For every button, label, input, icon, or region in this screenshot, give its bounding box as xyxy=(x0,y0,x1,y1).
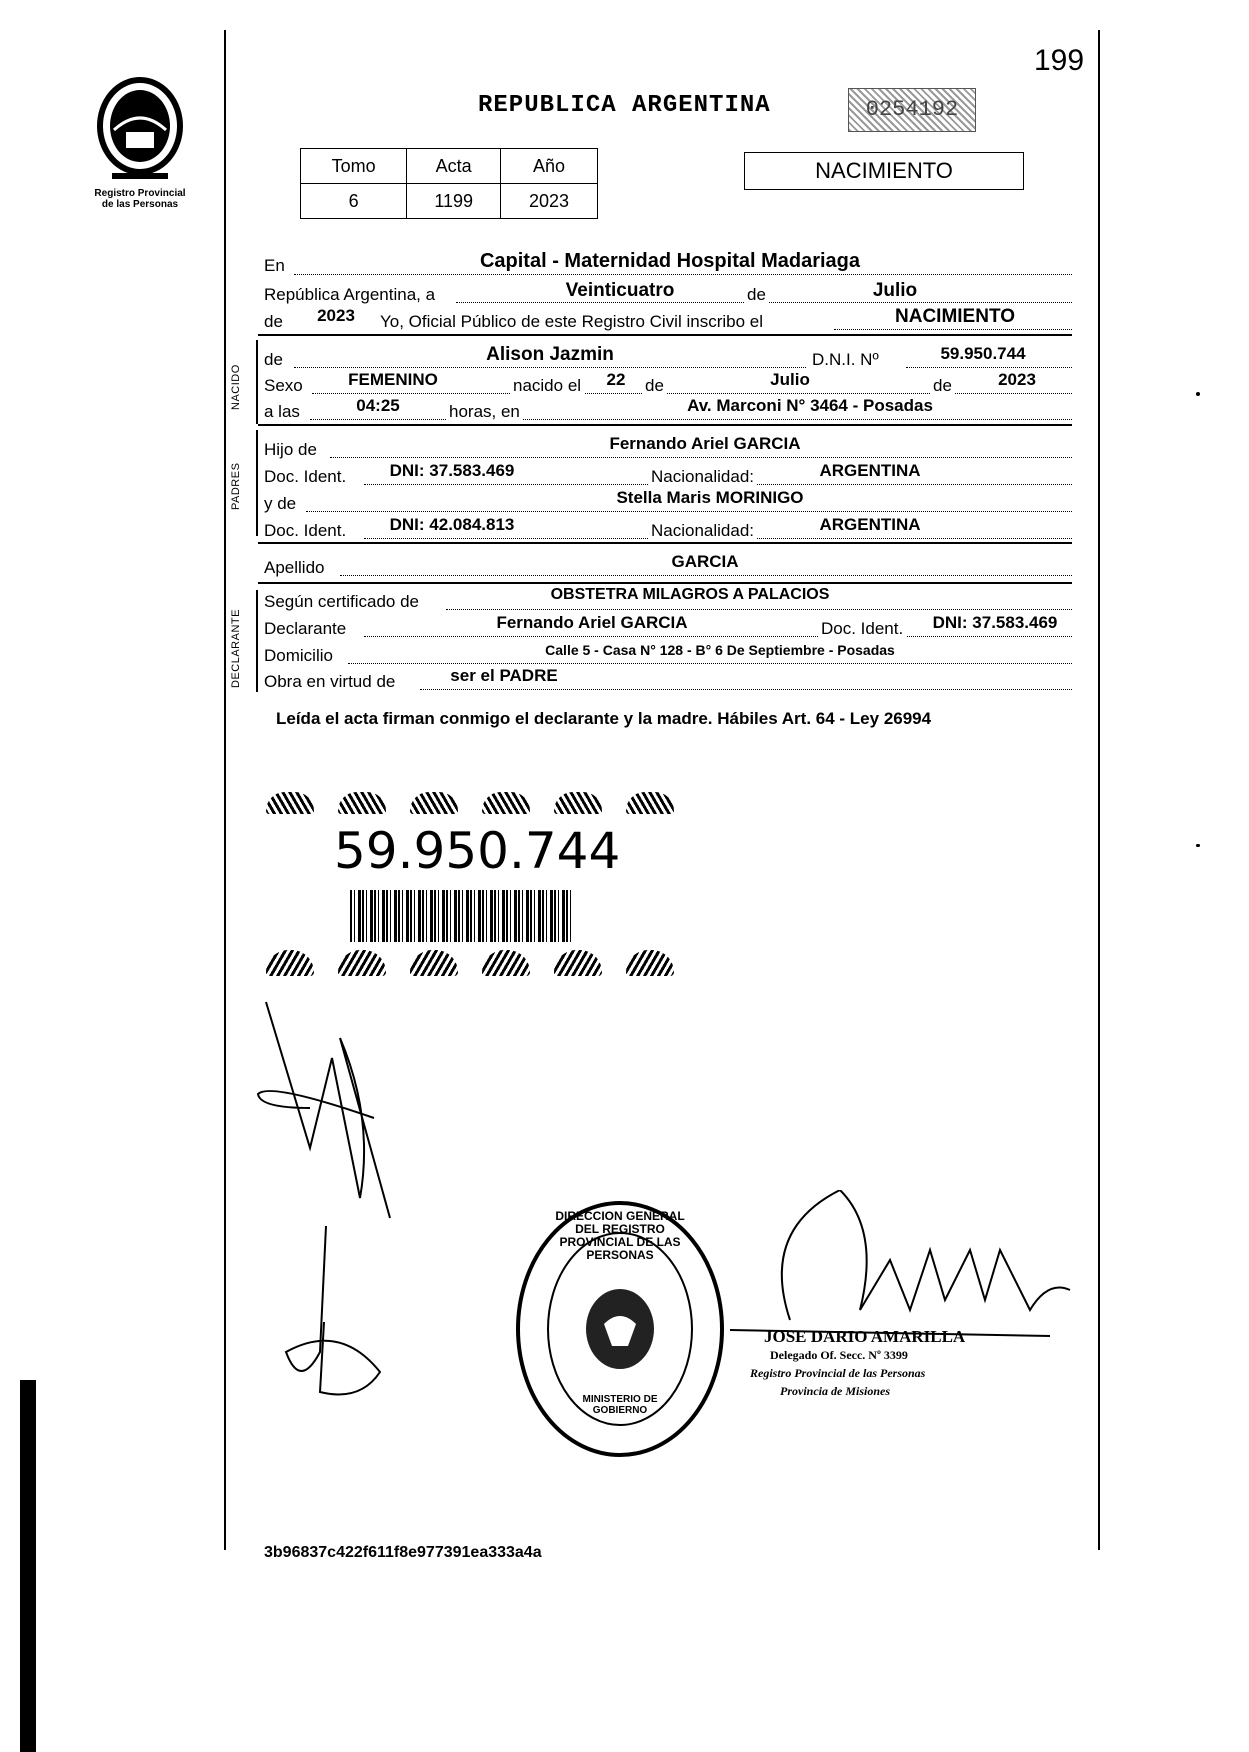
sexo-dots xyxy=(312,393,1072,394)
month: Julio xyxy=(872,280,918,301)
logo-caption xyxy=(66,188,214,210)
nacido-bracket xyxy=(256,340,258,424)
obra-dots xyxy=(420,689,1072,690)
sexo-value: FEMENINO xyxy=(348,370,438,389)
mother-signature xyxy=(280,1222,440,1412)
birth-hour: 04:25 xyxy=(356,396,400,415)
apellido-label: Apellido xyxy=(264,558,325,577)
fingerprint-row-top xyxy=(254,792,704,819)
birth-place: Av. Marconi N° 3464 - Posadas xyxy=(687,396,933,415)
domicilio-value: Calle 5 - Casa N° 128 - B° 6 De Septiembre - Posadas xyxy=(545,642,895,658)
table-header-anio: Año xyxy=(501,149,598,184)
nacido-name-dots xyxy=(294,367,806,368)
record-table xyxy=(300,148,598,219)
mother-nat: ARGENTINA xyxy=(819,515,921,534)
mother-dots xyxy=(306,511,1072,512)
table-value-acta: 1199 xyxy=(407,184,501,219)
logo-caption-line1: Registro Provincial xyxy=(94,188,186,199)
seal-ring-text: DIRECCION GENERAL DEL REGISTRO PROVINCIAL DE LAS PERSONAS xyxy=(555,1209,685,1262)
stray-mark-1 xyxy=(1196,392,1200,396)
record-type-label: NACIMIENTO xyxy=(815,158,953,183)
record-type-box xyxy=(744,152,1024,190)
officer-name: JOSE DARIO AMARILLA xyxy=(764,1327,966,1346)
horas-label: horas, en xyxy=(446,402,523,422)
apellido-dots xyxy=(340,575,1072,576)
nacido-dni: 59.950.744 xyxy=(940,344,1026,363)
father-dots xyxy=(330,457,1072,458)
left-edge-bar xyxy=(20,1380,36,1752)
declarant-signature xyxy=(250,998,470,1238)
page-number: 199 xyxy=(1034,44,1085,77)
declarante-doc-label: Doc. Ident. xyxy=(818,619,906,639)
declarante-bracket xyxy=(256,590,258,692)
yde-label: y de xyxy=(264,494,297,513)
father-doc-label: Doc. Ident. xyxy=(264,467,347,486)
birth-day: 22 xyxy=(606,370,626,389)
inscribo-value: NACIMIENTO xyxy=(895,306,1015,327)
birth-year: 2023 xyxy=(998,370,1036,389)
table-header-acta: Acta xyxy=(407,149,501,184)
cert-value: OBSTETRA MILAGROS A PALACIOS xyxy=(550,586,830,603)
father-doc: DNI: 37.583.469 xyxy=(389,461,515,480)
dni-label: D.N.I. Nº xyxy=(812,350,879,369)
officer-line4: Provincia de Misiones xyxy=(780,1384,890,1398)
official-seal xyxy=(512,1198,728,1460)
hour-dots xyxy=(310,419,1072,420)
domicilio-dots xyxy=(348,663,1072,664)
document-hash: 3b96837c422f611f8e977391ea333a4a xyxy=(264,1544,542,1561)
table-value-anio: 2023 xyxy=(501,184,598,219)
closing-text: Leída el acta firman conmigo el declarante y la madre. Hábiles Art. 64 - Ley 26994 xyxy=(276,709,932,728)
left-margin-line xyxy=(224,30,226,1550)
en-dots xyxy=(294,274,1072,275)
barcode xyxy=(350,890,574,942)
id-sticker xyxy=(254,792,704,978)
birth-month-de-label: de xyxy=(642,376,667,396)
en-label: En xyxy=(264,256,285,275)
hijo-label: Hijo de xyxy=(264,440,317,459)
birth-year-de-label: de xyxy=(930,376,955,396)
mother-doc: DNI: 42.084.813 xyxy=(389,515,515,534)
domicilio-label: Domicilio xyxy=(264,646,333,665)
nacido-name: Alison Jazmin xyxy=(486,344,614,365)
dni-dots xyxy=(906,367,1072,368)
cert-label: Según certificado de xyxy=(264,592,419,611)
apellido-value: GARCIA xyxy=(671,552,739,571)
mother-doc-label: Doc. Ident. xyxy=(264,521,347,540)
divider-3 xyxy=(258,542,1072,544)
divider-4 xyxy=(258,582,1072,584)
mother-nat-label: Nacionalidad: xyxy=(648,521,757,541)
father-nat-label: Nacionalidad: xyxy=(648,467,757,487)
a-las-label: a las xyxy=(264,402,300,421)
stamp-serial-text: 0254192 xyxy=(865,97,959,122)
obra-label: Obra en virtud de xyxy=(264,672,396,691)
declarante-dots xyxy=(364,636,1072,637)
table-header-tomo: Tomo xyxy=(301,149,407,184)
fingerprint-row-bottom xyxy=(254,950,704,981)
officer-stamp xyxy=(744,1328,1044,1400)
divider-1 xyxy=(258,334,1072,336)
father-nat: ARGENTINA xyxy=(819,461,921,480)
stray-mark-2 xyxy=(1196,844,1200,847)
nacido-de-label: de xyxy=(264,350,283,369)
year-de-label: de xyxy=(264,312,283,331)
officer-line3: Registro Provincial de las Personas xyxy=(750,1366,926,1380)
right-margin-line xyxy=(1098,30,1100,1550)
table-value-tomo: 6 xyxy=(301,184,407,219)
cert-dots xyxy=(446,609,1072,610)
officer-line2: Delegado Of. Secc. Nº 3399 xyxy=(770,1348,908,1362)
seal-inner-text: MINISTERIO DE GOBIERNO xyxy=(582,1394,658,1416)
declarante-label: Declarante xyxy=(264,619,347,638)
inscribo-dots xyxy=(834,329,1072,330)
country-title: REPUBLICA ARGENTINA xyxy=(478,92,771,119)
oficial-text: Yo, Oficial Público de este Registro Civil inscribo el xyxy=(380,312,763,331)
mother-name: Stella Maris MORINIGO xyxy=(616,488,804,507)
father-name: Fernando Ariel GARCIA xyxy=(609,434,801,453)
declarante-name: Fernando Ariel GARCIA xyxy=(496,613,688,632)
sexo-label: Sexo xyxy=(264,376,303,395)
id-number: 59.950.744 xyxy=(334,822,621,880)
obra-value: ser el PADRE xyxy=(450,666,558,685)
declarante-doc: DNI: 37.583.469 xyxy=(932,613,1058,632)
en-value: Capital - Maternidad Hospital Madariaga xyxy=(479,250,861,272)
month-de-label: de xyxy=(744,285,769,305)
stamp-serial xyxy=(848,88,976,132)
divider-2 xyxy=(258,424,1072,426)
republica-label: República Argentina, a xyxy=(264,285,436,304)
nacido-el-label: nacido el xyxy=(510,376,584,396)
year: 2023 xyxy=(317,306,355,325)
crest-logo xyxy=(92,76,188,184)
logo-caption-line2: de las Personas xyxy=(101,199,179,210)
birth-month: Julio xyxy=(770,370,810,389)
padres-bracket xyxy=(256,430,258,536)
padres-section-label: PADRES xyxy=(230,462,242,510)
nacido-section-label: NACIDO xyxy=(230,364,242,410)
declarante-section-label: DECLARANTE xyxy=(230,609,242,688)
day-words: Veinticuatro xyxy=(565,280,675,301)
